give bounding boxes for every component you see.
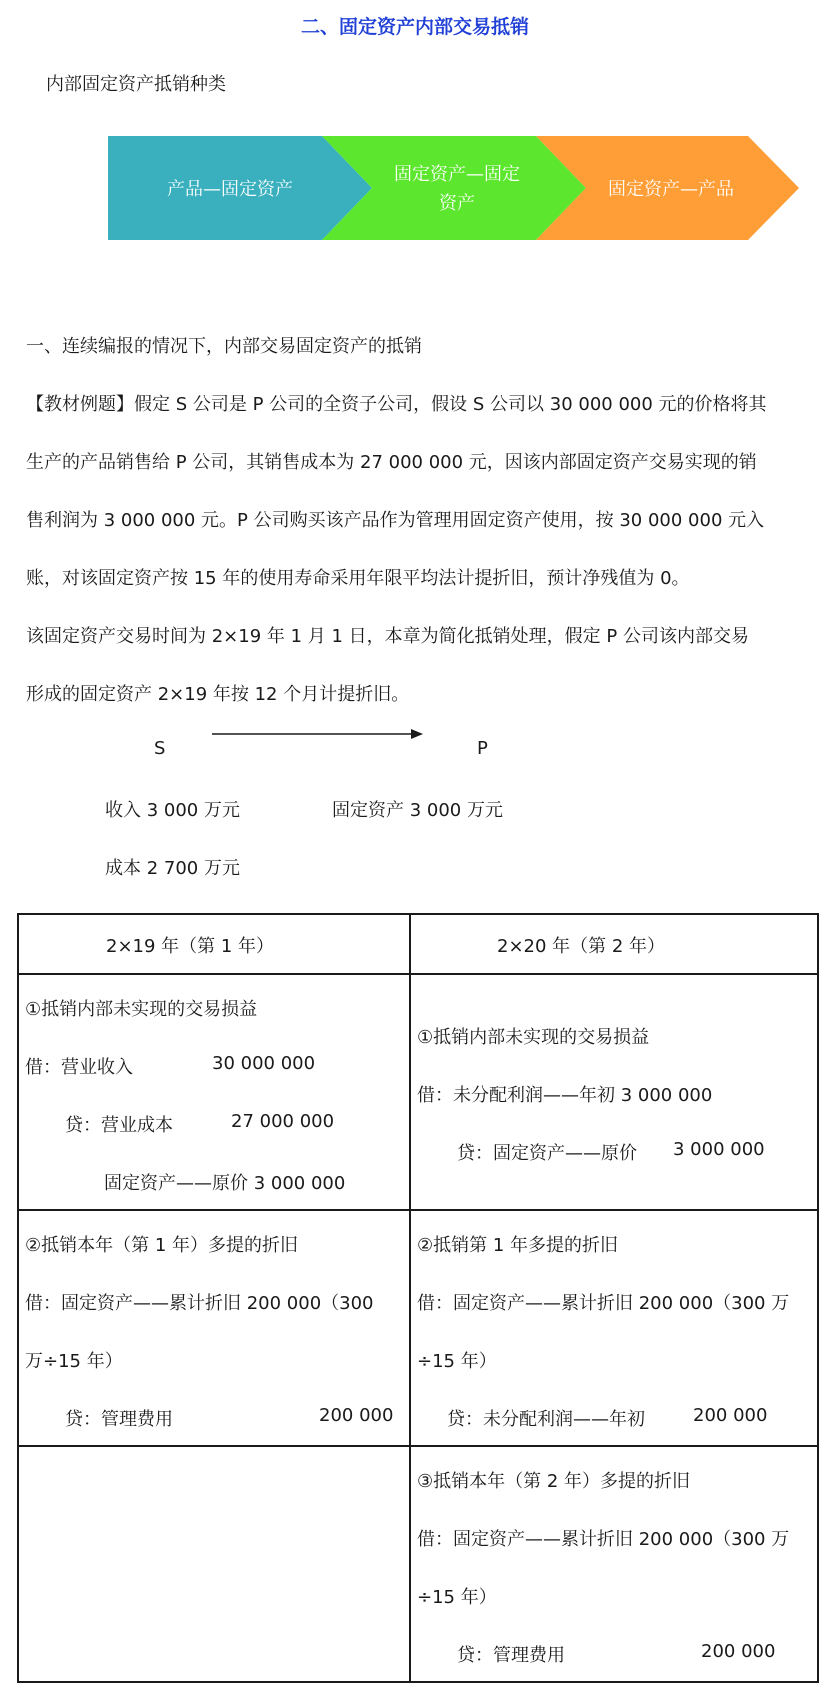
entry-heading: ①抵销内部未实现的交易损益 xyxy=(25,999,258,1020)
header-year2: 2×20 年（第 2 年） xyxy=(497,936,666,957)
entry-amount: 200 000 xyxy=(693,1405,768,1426)
header-cell-year2 xyxy=(410,914,818,974)
row2-right-cell xyxy=(410,1210,818,1446)
row3-left-cell xyxy=(18,1446,410,1682)
flow-step-2-label-line2: 资产 xyxy=(439,193,475,214)
entry-amount: 3 000 000 xyxy=(673,1139,765,1160)
entry-credit: 贷：营业成本 xyxy=(65,1115,173,1136)
example-line: 【教材例题】假定 S 公司是 P 公司的全资子公司，假设 S 公司以 30 000 000 元的价格将其 xyxy=(26,394,767,415)
entry-amount: 27 000 000 xyxy=(231,1111,335,1132)
row3-right-cell xyxy=(410,1446,818,1682)
example-line: 形成的固定资产 2×19 年按 12 个月计提折旧。 xyxy=(26,684,410,705)
example-line: 账，对该固定资产按 15 年的使用寿命采用年限平均法计提折旧，预计净残值为 0。 xyxy=(26,568,690,589)
entry-credit: 贷：未分配利润——年初 xyxy=(447,1409,645,1430)
table-header-row xyxy=(18,914,818,974)
example-line: 生产的产品销售给 P 公司，其销售成本为 27 000 000 元，因该内部固定资产交易实现的销 xyxy=(26,452,757,473)
entry-credit: 贷：固定资产——原价 xyxy=(457,1143,637,1164)
entry-amount: 200 000 xyxy=(701,1641,776,1662)
entry-heading: ③抵销本年（第 2 年）多提的折旧 xyxy=(417,1471,691,1492)
company-p-label: P xyxy=(477,738,488,759)
flow-step-1-label: 产品—固定资产 xyxy=(167,179,293,200)
entry-amount: 200 000 xyxy=(319,1405,394,1426)
entry-debit: 借：未分配利润——年初 3 000 000 xyxy=(417,1085,713,1106)
flow-step-3-label: 固定资产—产品 xyxy=(608,179,734,200)
entry-debit: 借：固定资产——累计折旧 200 000（300 xyxy=(25,1293,374,1314)
entry-heading: ②抵销本年（第 1 年）多提的折旧 xyxy=(25,1235,299,1256)
entry-debit: 借：固定资产——累计折旧 200 000（300 万 xyxy=(417,1529,790,1550)
entry-debit: 借：固定资产——累计折旧 200 000（300 万 xyxy=(417,1293,790,1314)
entry-debit-cont: 万÷15 年） xyxy=(25,1351,123,1372)
p-fixed-asset: 固定资产 3 000 万元 xyxy=(332,800,503,821)
row2-left-cell xyxy=(18,1210,410,1446)
table-row xyxy=(18,1446,818,1682)
entry-amount: 30 000 000 xyxy=(212,1053,316,1074)
example-line: 该固定资产交易时间为 2×19 年 1 月 1 日，本章为简化抵销处理，假定 P 公司该内部交易 xyxy=(26,626,749,647)
example-line: 售利润为 3 000 000 元。P 公司购买该产品作为管理用固定资产使用，按 30 000 000 元入 xyxy=(26,510,765,531)
flow-step-2-label-line1: 固定资产—固定 xyxy=(394,164,520,185)
subtitle: 内部固定资产抵销种类 xyxy=(46,74,226,95)
entry-heading: ①抵销内部未实现的交易损益 xyxy=(417,1027,650,1048)
arrow-right-icon xyxy=(210,727,425,741)
row1-right-cell xyxy=(410,974,818,1210)
flow-diagram xyxy=(0,0,830,260)
page-title: 二、固定资产内部交易抵销 xyxy=(300,16,529,38)
s-cost: 成本 2 700 万元 xyxy=(105,858,240,879)
entry-debit-cont: ÷15 年） xyxy=(417,1351,497,1372)
company-s-label: S xyxy=(154,738,166,759)
entry-credit: 贷：管理费用 xyxy=(457,1645,565,1666)
table-row xyxy=(18,974,818,1210)
entry-debit-cont: ÷15 年） xyxy=(417,1587,497,1608)
entry-credit: 贷：管理费用 xyxy=(65,1409,173,1430)
entry-debit: 借：营业收入 xyxy=(25,1057,133,1078)
header-cell-year1 xyxy=(18,914,410,974)
header-year1: 2×19 年（第 1 年） xyxy=(106,936,275,957)
entry-heading: ②抵销第 1 年多提的折旧 xyxy=(417,1235,619,1256)
s-income: 收入 3 000 万元 xyxy=(105,800,240,821)
journal-table xyxy=(17,913,819,1683)
row1-left-cell xyxy=(18,974,410,1210)
table-row xyxy=(18,1210,818,1446)
section-heading: 一、连续编报的情况下，内部交易固定资产的抵销 xyxy=(26,336,422,357)
entry-credit: 固定资产——原价 3 000 000 xyxy=(104,1173,346,1194)
